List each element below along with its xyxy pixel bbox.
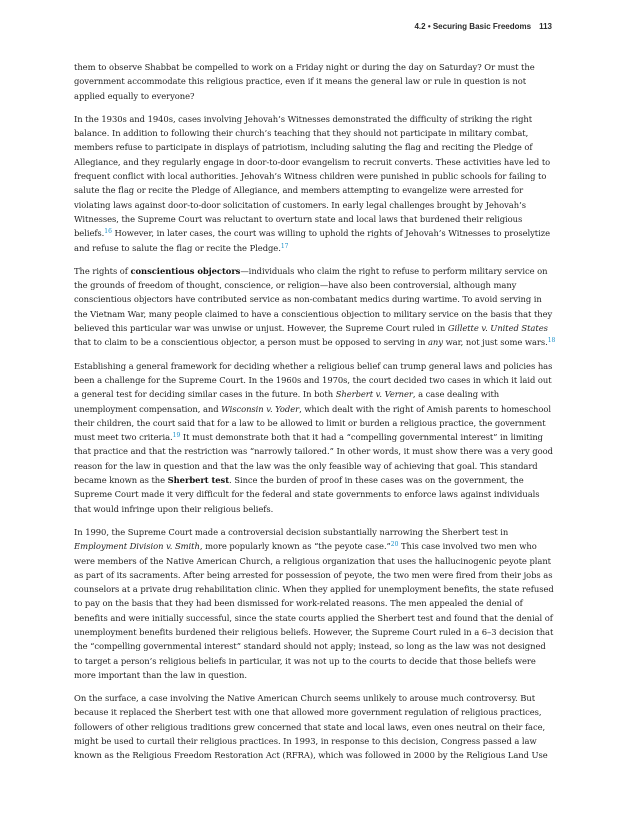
paragraph-text: , more popularly known as “the peyote case.” xyxy=(199,541,391,552)
paragraph xyxy=(74,691,556,762)
case-name: Employment Division v. Smith xyxy=(74,541,200,552)
paragraph-text: , which dealt with the right of Amish parents to homeschool their children, the court said that for a law to be allowed to limit or burden a religious practice, the government must meet two criteria. xyxy=(74,403,551,443)
paragraph-text: —individuals who claim the right to refuse to perform military service on the grounds of freedom of thought, conscience, or religion—have also been controversial, although many conscientious objectors have contributed service as non-combatant medics during wartime. To avoid serving in the Vietnam War, many people claimed to have a conscientious objection to military service on the basis that they believed this particular war was unwise or unjust. However, the Supreme Court ruled in xyxy=(74,265,553,334)
paragraph-text: . Since the burden of proof in these cases was on the government, the Supreme Court made it very difficult for the federal and state governments to enforce laws against individuals that would infringe upon their religious beliefs. xyxy=(74,475,540,514)
paragraph-text: Establishing a general framework for deciding whether a religious belief can trump general laws and policies has been a challenge for the Supreme Court. In the 1960s and 1970s, the court decided two cases in which it laid out a general test for deciding similar cases in the future. In both xyxy=(74,360,553,400)
page-number: 113 xyxy=(539,22,552,31)
paragraph-text: However, in later cases, the court was willing to uphold the rights of Jehovah’s Witnesses to proselytize and refuse to salute the flag or recite the Pledge. xyxy=(74,228,551,253)
paragraph-text: them to observe Shabbat be compelled to work on a Friday night or during the day on Saturday? Or must the government accommodate this religious practice, even if it means the general law or rule in question is not applied equally to everyone? xyxy=(74,62,535,101)
footnote-ref[interactable]: 20 xyxy=(390,541,399,549)
paragraph xyxy=(74,525,556,682)
footnote-ref[interactable]: 16 xyxy=(104,228,112,236)
paragraph xyxy=(74,60,556,103)
paragraph-text: , a case dealing with unemployment compensation, and xyxy=(74,389,500,414)
footnote-ref[interactable]: 19 xyxy=(172,432,181,440)
paragraph-text: In the 1930s and 1940s, cases involving Jehovah’s Witnesses demonstrated the difficulty of striking the right balance. In addition to following their church’s teaching that they should not participate in military combat, members refuse to participate in displays of patriotism, including saluting the flag and reciting the Pledge of Allegiance, and they regularly engage in door-to-door evangelism to recruit converts. These activities have led to frequent conflict with local authorities. Jehovah’s Witness children were punished in public schools for failing to salute the flag or recite the Pledge of Allegiance, and members attempting to evangelize were arrested for violating laws against door-to-door solicitation of customers. In early legal challenges brought by Jehovah’s Witnesses, the Supreme Court was reluctant to overturn state and local laws that burdened their religious beliefs. xyxy=(74,113,551,239)
paragraph-text: On the surface, a case involving the Native American Church seems unlikely to arouse much controversy. But because it replaced the Sherbert test with one that allowed more government regulation of religious practices, followers of other religious traditions grew concerned that state and local laws, even ones neutral on their face, might be used to curtail their religious practices. In 1993, in response to this decision, Congress passed a law known as the Religious Freedom Restoration Act (RFRA), which was followed in 2000 by the Religious Land Use xyxy=(74,693,548,761)
case-name: Gillette v. United States xyxy=(447,323,548,334)
body-text xyxy=(74,60,556,772)
running-header xyxy=(414,22,552,31)
footnote-ref[interactable]: 18 xyxy=(547,337,556,345)
footnote-ref[interactable]: 17 xyxy=(280,242,289,250)
paragraph-text: that to claim to be a conscientious objector, a person must be opposed to serving in xyxy=(74,337,428,348)
key-term: conscientious objectors xyxy=(130,265,241,276)
paragraph-text: war, not just some wars. xyxy=(442,337,548,348)
case-name: Wisconsin v. Yoder xyxy=(221,403,300,414)
paragraph-text: In 1990, the Supreme Court made a controversial decision substantially narrowing the Sherbert test in xyxy=(74,526,509,537)
paragraph-text: It must demonstrate both that it had a “compelling governmental interest” in limiting that practice and that the restriction was “narrowly tailored.” In other words, it must show there was a very good reason for the law in question and that the law was the only feasible way of achieving that goal. This standard became known as the xyxy=(74,432,553,486)
paragraph xyxy=(74,359,556,516)
case-name: Sherbert v. Verner xyxy=(335,389,413,400)
key-term: Sherbert test xyxy=(167,475,230,486)
emphasis: any xyxy=(427,337,443,348)
paragraph xyxy=(74,264,556,350)
section-title: 4.2 • Securing Basic Freedoms xyxy=(414,22,532,31)
paragraph-text: This case involved two men who were members of the Native American Church, a religious organization that uses the hallucinogenic peyote plant as part of its sacraments. After being arrested for possession of peyote, the two men were fired from their jobs as counselors at a private drug rehabilitation clinic. When they applied for unemployment benefits, the state refused to pay on the basis that they had been dismissed for work-related reasons. The men appealed the denial of benefits and were initially successful, since the state courts applied the Sherbert test and found that the denial of unemployment benefits burdened their religious beliefs. However, the Supreme Court ruled in a 6–3 decision that the “compelling governmental interest” standard should not apply; instead, so long as the law was not designed to target a person’s religious beliefs in particular, it was not up to the courts to decide that those beliefs were more important than the law in question. xyxy=(74,541,554,680)
paragraph xyxy=(74,112,556,255)
paragraph-text: The rights of xyxy=(74,265,131,276)
